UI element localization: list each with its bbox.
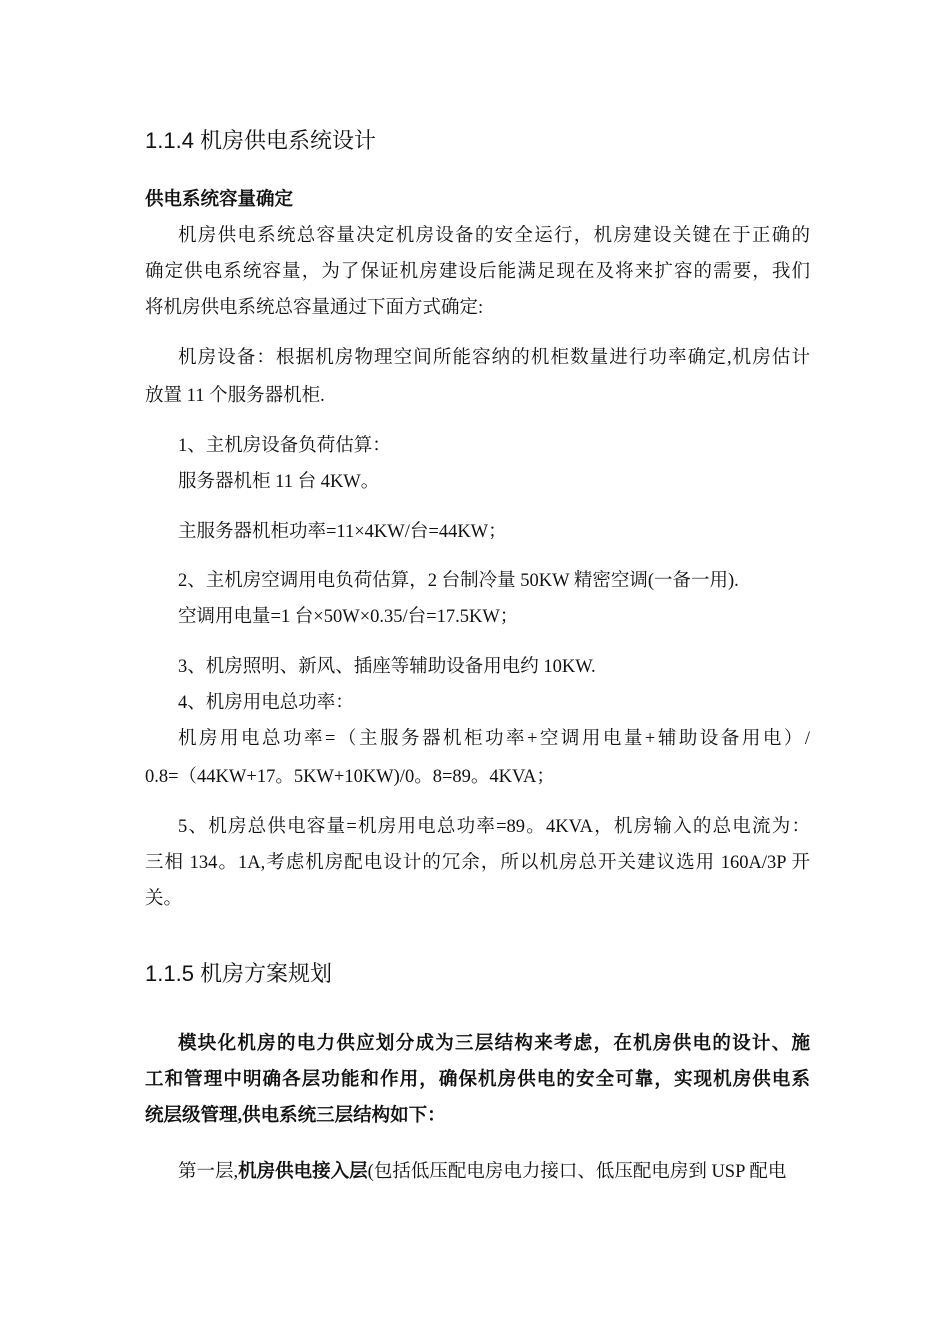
item-1-line-1: 服务器机柜 11 台 4KW。 xyxy=(178,472,380,492)
item-5-line-3: 关。 xyxy=(145,889,183,909)
intro-line-2: 确定供电系统容量，为了保证机房建设后能满足现在及将来扩容的需要，我们 xyxy=(145,262,810,282)
item-2-title: 2、主机房空调用电负荷估算，2 台制冷量 50KW 精密空调(一备一用). xyxy=(178,571,739,591)
layer-1-line xyxy=(178,1160,810,1184)
intro-line-3: 将机房供电系统总容量通过下面方式确定: xyxy=(145,298,484,318)
bold-paragraph-line-2: 工和管理中明确各层功能和作用，确保机房供电的安全可靠，实现机房供电系 xyxy=(145,1070,810,1090)
layer-1-description: (包括低压配电房电力接口、低压配电房到 USP 配电 xyxy=(367,1162,787,1182)
intro-line-1: 机房供电系统总容量决定机房设备的安全运行，机房建设关键在于正确的 xyxy=(178,226,810,246)
section-heading-1-1-4: 1.1.4 机房供电系统设计 xyxy=(145,128,377,153)
layer-1-name: 机房供电接入层 xyxy=(238,1162,368,1182)
item-1-line-2: 主服务器机柜功率=11×4KW/台=44KW； xyxy=(178,522,507,542)
equipment-line-1: 机房设备：根据机房物理空间所能容纳的机柜数量进行功率确定,机房估计 xyxy=(178,348,810,368)
item-3: 3、机房照明、新风、插座等辅助设备用电约 10KW. xyxy=(178,657,596,677)
subheading-capacity: 供电系统容量确定 xyxy=(145,190,294,210)
item-1-title: 1、主机房设备负荷估算： xyxy=(178,436,391,456)
item-5-line-2: 三相 134。1A,考虑机房配电设计的冗余，所以机房总开关建议选用 160A/3P 开 xyxy=(145,853,810,873)
item-4-formula-line-2: 0.8=（44KW+17。5KW+10KW)/0。8=89。4KVA； xyxy=(145,767,555,787)
equipment-line-2: 放置 11 个服务器机柜. xyxy=(145,386,325,406)
item-5-line-1: 5、机房总供电容量=机房用电总功率=89。4KVA，机房输入的总电流为： xyxy=(178,817,810,837)
item-4-formula-line-1: 机房用电总功率=（主服务器机柜功率+空调用电量+辅助设备用电）/ xyxy=(178,729,810,749)
item-2-line: 空调用电量=1 台×50W×0.35/台=17.5KW； xyxy=(178,607,519,627)
bold-paragraph-line-1: 模块化机房的电力供应划分成为三层结构来考虑，在机房供电的设计、施 xyxy=(178,1034,810,1054)
item-4-title: 4、机房用电总功率： xyxy=(178,693,354,713)
section-heading-1-1-5: 1.1.5 机房方案规划 xyxy=(145,961,333,986)
layer-1-prefix: 第一层, xyxy=(178,1162,239,1182)
bold-paragraph-line-3: 统层级管理,供电系统三层结构如下： xyxy=(145,1106,446,1126)
